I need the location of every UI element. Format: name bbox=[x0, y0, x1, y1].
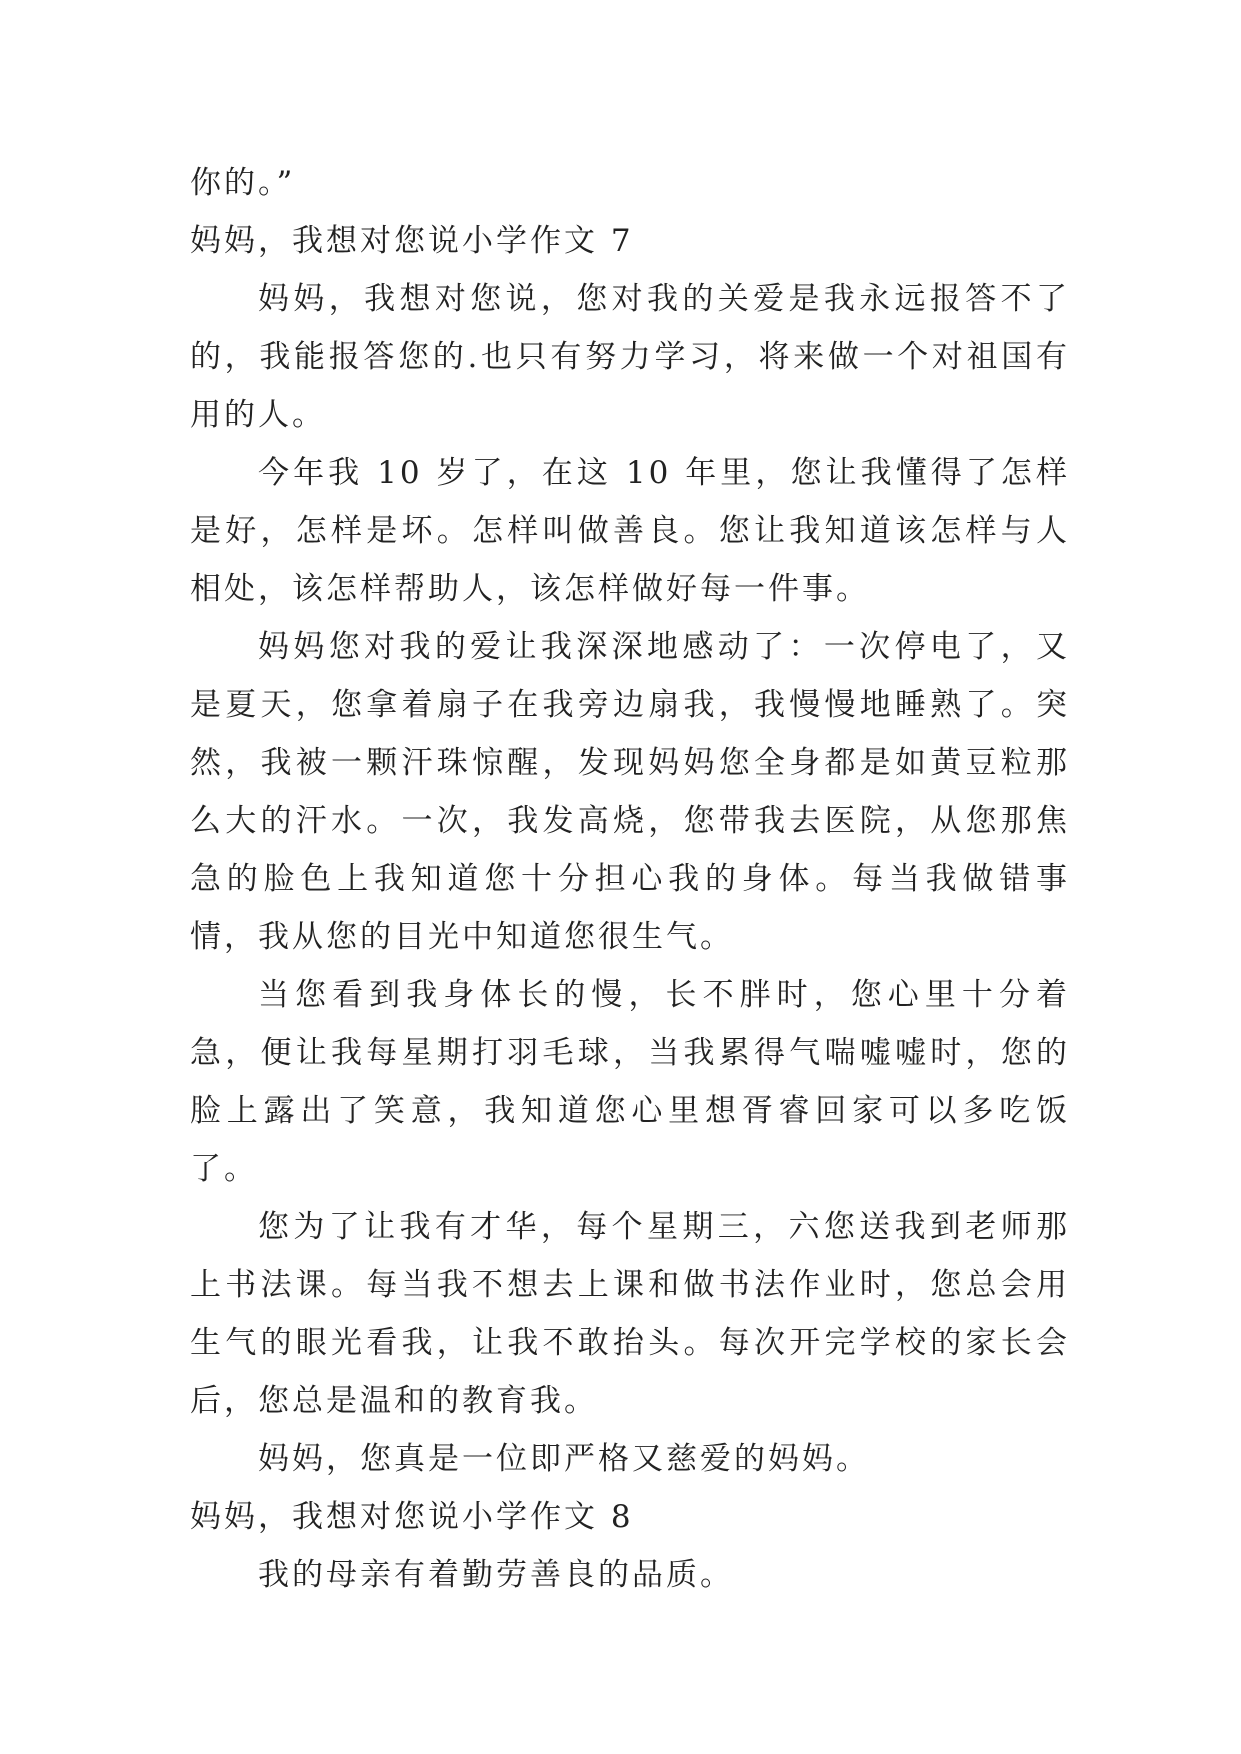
continuation-text: 你的。” bbox=[190, 165, 296, 201]
document-body bbox=[190, 154, 1070, 1604]
essay-8-title: 妈妈，我想对您说小学作文 8 bbox=[190, 1499, 634, 1535]
essay-7-paragraph-1: 妈妈，我想对您说，您对我的关爱是我永远报答不了的，我能报答您的.也只有努力学习，将来做一个对祖国有用的人。 bbox=[190, 281, 1070, 433]
essay-7-paragraph-5: 您为了让我有才华，每个星期三，六您送我到老师那上书法课。每当我不想去上课和做书法作业时，您总会用生气的眼光看我，让我不敢抬头。每次开完学校的家长会后，您总是温和的教育我。 bbox=[190, 1209, 1070, 1419]
essay-7-paragraph-2: 今年我 10 岁了，在这 10 年里，您让我懂得了怎样是好，怎样是坏。怎样叫做善良。您让我知道该怎样与人相处，该怎样帮助人，该怎样做好每一件事。 bbox=[190, 455, 1070, 607]
essay-7-paragraph-6: 妈妈，您真是一位即严格又慈爱的妈妈。 bbox=[258, 1441, 870, 1477]
essay-7-title: 妈妈，我想对您说小学作文 7 bbox=[190, 223, 634, 259]
essay-8-paragraph-1: 我的母亲有着勤劳善良的品质。 bbox=[258, 1557, 734, 1593]
essay-7-paragraph-4: 当您看到我身体长的慢，长不胖时，您心里十分着急，便让我每星期打羽毛球，当我累得气喘嘘嘘时，您的脸上露出了笑意，我知道您心里想胥睿回家可以多吃饭了。 bbox=[190, 977, 1070, 1187]
essay-7-paragraph-3: 妈妈您对我的爱让我深深地感动了：一次停电了，又是夏天，您拿着扇子在我旁边扇我，我慢慢地睡熟了。突然，我被一颗汗珠惊醒，发现妈妈您全身都是如黄豆粒那么大的汗水。一次，我发高烧，您带我去医院，从您那焦急的脸色上我知道您十分担心我的身体。每当我做错事情，我从您的目光中知道您很生气。 bbox=[190, 629, 1070, 955]
